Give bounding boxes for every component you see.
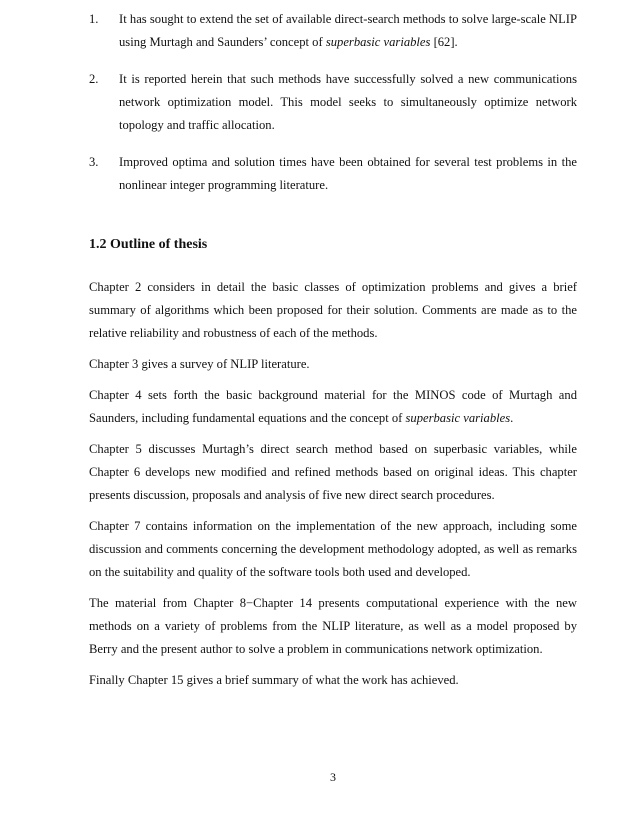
page-number: 3 bbox=[330, 770, 336, 784]
contributions-list bbox=[89, 8, 577, 197]
document-page bbox=[89, 8, 577, 818]
paragraph-chapter-3: Chapter 3 gives a survey of NLIP literature. bbox=[89, 357, 310, 371]
paragraph-chapter-7: Chapter 7 contains information on the implementation of the new approach, including some discussion and comments concerning the development methodology adopted, as well as remarks on the suitability and quality of the software tools both used and developed. bbox=[89, 519, 577, 579]
list-item-number: 3. bbox=[89, 155, 99, 169]
list-item-text: It is reported herein that such methods have successfully solved a new communications network optimization model. This model seeks to simultaneously optimize network topology and traffic allocation. bbox=[119, 72, 577, 132]
list-item-text: It has sought to extend the set of available direct-search methods to solve large-scale NLIP using Murtagh and Saunders’ concept of superbasic variables [62]. bbox=[119, 12, 577, 49]
paragraph-chapter-15: Finally Chapter 15 gives a brief summary of what the work has achieved. bbox=[89, 673, 459, 687]
list-item-number: 2. bbox=[89, 72, 99, 86]
list-item bbox=[89, 151, 577, 197]
paragraph-chapter-2: Chapter 2 considers in detail the basic classes of optimization problems and gives a brief summary of algorithms which been proposed for their solution. Comments are made as to the relative reliability and robustness of each of the methods. bbox=[89, 280, 577, 340]
section-heading: 1.2 Outline of thesis bbox=[89, 237, 208, 252]
paragraph-chapter-4: Chapter 4 sets forth the basic background material for the MINOS code of Murtagh and Saunders, including fundamental equations and the concept of superbasic variables. bbox=[89, 388, 577, 425]
list-item bbox=[89, 68, 577, 137]
list-item-number: 1. bbox=[89, 12, 99, 26]
chapter-outline bbox=[89, 276, 577, 700]
list-item bbox=[89, 8, 577, 54]
paragraph-chapter-5-6: Chapter 5 discusses Murtagh’s direct search method based on superbasic variables, while Chapter 6 develops new modified and refined methods based on original ideas. This chapter presents discussion, proposals and analysis of five new direct search procedures. bbox=[89, 442, 577, 502]
paragraph-chapter-8-14: The material from Chapter 8−Chapter 14 presents computational experience with the new methods on a variety of problems from the NLIP literature, as well as a model proposed by Berry and the present author to solve a problem in communications network optimization. bbox=[89, 596, 577, 656]
list-item-text: Improved optima and solution times have been obtained for several test problems in the nonlinear integer programming literature. bbox=[119, 155, 577, 192]
